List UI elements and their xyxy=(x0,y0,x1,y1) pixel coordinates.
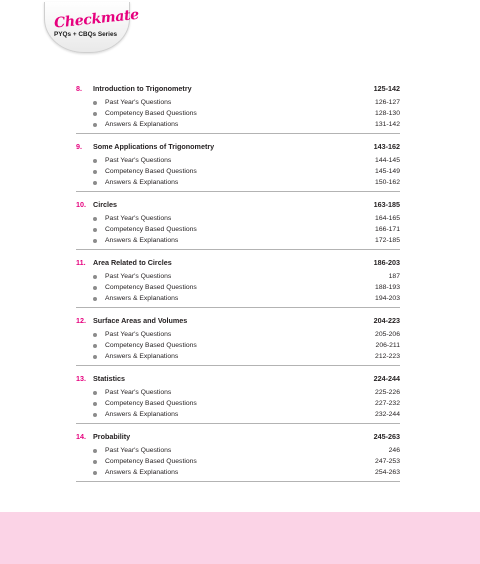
item-pages: 131-142 xyxy=(375,121,400,128)
chapter-heading xyxy=(76,430,400,442)
footer-band xyxy=(0,512,480,564)
bullet-icon xyxy=(93,402,97,406)
item-label: Competency Based Questions xyxy=(105,458,197,465)
item-pages: 126-127 xyxy=(375,99,400,106)
bullet-icon xyxy=(93,333,97,337)
chapter-pages: 204-223 xyxy=(373,315,400,325)
bullet-icon xyxy=(93,239,97,243)
toc-item xyxy=(76,97,400,108)
toc-item xyxy=(76,235,400,246)
item-label: Answers & Explanations xyxy=(105,179,179,186)
chapter-heading xyxy=(76,140,400,152)
toc-item xyxy=(76,340,400,351)
toc-item xyxy=(76,445,400,456)
item-label: Answers & Explanations xyxy=(105,237,179,244)
item-pages: 145-149 xyxy=(375,168,400,175)
bullet-icon xyxy=(93,344,97,348)
chapter-title: Circles xyxy=(93,199,117,209)
item-pages: 187 xyxy=(388,273,400,280)
table-of-contents xyxy=(76,82,400,488)
item-label: Past Year's Questions xyxy=(105,331,172,338)
toc-item xyxy=(76,467,400,478)
toc-chapter xyxy=(76,198,400,250)
toc-chapter xyxy=(76,82,400,134)
toc-item xyxy=(76,177,400,188)
item-label: Competency Based Questions xyxy=(105,226,197,233)
item-pages: 194-203 xyxy=(375,295,400,302)
item-label: Competency Based Questions xyxy=(105,110,197,117)
chapter-title: Introduction to Trigonometry xyxy=(93,83,192,93)
chapter-number: 8. xyxy=(76,83,82,93)
item-label: Answers & Explanations xyxy=(105,469,179,476)
item-label: Competency Based Questions xyxy=(105,168,197,175)
item-pages: 232-244 xyxy=(375,411,400,418)
bullet-icon xyxy=(93,413,97,417)
toc-item xyxy=(76,387,400,398)
chapter-title: Statistics xyxy=(93,373,125,383)
chapter-title: Some Applications of Trigonometry xyxy=(93,141,215,151)
bullet-icon xyxy=(93,159,97,163)
chapter-pages: 186-203 xyxy=(373,257,400,267)
chapter-heading xyxy=(76,314,400,326)
item-pages: 206-211 xyxy=(375,342,400,349)
bullet-icon xyxy=(93,391,97,395)
chapter-pages: 125-142 xyxy=(373,83,400,93)
item-label: Competency Based Questions xyxy=(105,400,197,407)
bullet-icon xyxy=(93,123,97,127)
bullet-icon xyxy=(93,286,97,290)
item-label: Past Year's Questions xyxy=(105,215,172,222)
chapter-heading xyxy=(76,372,400,384)
item-pages: 212-223 xyxy=(375,353,400,360)
chapter-number: 12. xyxy=(76,315,86,325)
toc-item xyxy=(76,108,400,119)
chapter-heading xyxy=(76,198,400,210)
toc-chapter xyxy=(76,314,400,366)
item-label: Past Year's Questions xyxy=(105,447,172,454)
chapter-pages: 245-263 xyxy=(373,431,400,441)
chapter-number: 14. xyxy=(76,431,86,441)
toc-item xyxy=(76,213,400,224)
item-label: Answers & Explanations xyxy=(105,121,179,128)
chapter-title: Probability xyxy=(93,431,131,441)
item-pages: 225-226 xyxy=(375,389,400,396)
toc-item xyxy=(76,224,400,235)
item-label: Answers & Explanations xyxy=(105,295,179,302)
item-label: Competency Based Questions xyxy=(105,342,197,349)
bullet-icon xyxy=(93,471,97,475)
toc-item xyxy=(76,351,400,362)
toc-chapter xyxy=(76,430,400,482)
bullet-icon xyxy=(93,297,97,301)
toc-item xyxy=(76,119,400,130)
logo-subtitle: PYQs + CBQs Series xyxy=(54,31,118,38)
bullet-icon xyxy=(93,170,97,174)
toc-item xyxy=(76,398,400,409)
toc-chapter xyxy=(76,372,400,424)
item-pages: 227-232 xyxy=(375,400,400,407)
item-pages: 144-145 xyxy=(375,157,400,164)
toc-item xyxy=(76,271,400,282)
bullet-icon xyxy=(93,101,97,105)
item-pages: 246 xyxy=(388,447,400,454)
toc-item xyxy=(76,155,400,166)
toc-item xyxy=(76,329,400,340)
toc-chapter xyxy=(76,256,400,308)
chapter-pages: 163-185 xyxy=(373,199,400,209)
item-pages: 247-253 xyxy=(375,458,400,465)
item-label: Competency Based Questions xyxy=(105,284,197,291)
bullet-icon xyxy=(93,460,97,464)
bullet-icon xyxy=(93,228,97,232)
chapter-number: 13. xyxy=(76,373,86,383)
chapter-pages: 224-244 xyxy=(373,373,400,383)
item-pages: 128-130 xyxy=(375,110,400,117)
series-logo xyxy=(44,2,140,52)
item-label: Answers & Explanations xyxy=(105,411,179,418)
chapter-number: 9. xyxy=(76,141,82,151)
item-label: Past Year's Questions xyxy=(105,273,172,280)
item-pages: 188-193 xyxy=(375,284,400,291)
chapter-number: 10. xyxy=(76,199,86,209)
toc-item xyxy=(76,456,400,467)
item-pages: 254-263 xyxy=(375,469,400,476)
item-pages: 166-171 xyxy=(375,226,400,233)
item-pages: 172-185 xyxy=(375,237,400,244)
chapter-title: Surface Areas and Volumes xyxy=(93,315,188,325)
toc-chapter xyxy=(76,140,400,192)
toc-item xyxy=(76,282,400,293)
chapter-heading xyxy=(76,82,400,94)
logo-title: Checkmate xyxy=(53,6,140,32)
bullet-icon xyxy=(93,449,97,453)
item-pages: 150-162 xyxy=(375,179,400,186)
chapter-title: Area Related to Circles xyxy=(93,257,172,267)
bullet-icon xyxy=(93,181,97,185)
item-pages: 205-206 xyxy=(375,331,400,338)
item-label: Past Year's Questions xyxy=(105,99,172,106)
bullet-icon xyxy=(93,112,97,116)
item-label: Answers & Explanations xyxy=(105,353,179,360)
toc-item xyxy=(76,293,400,304)
bullet-icon xyxy=(93,355,97,359)
bullet-icon xyxy=(93,275,97,279)
chapter-number: 11. xyxy=(76,257,86,267)
item-label: Past Year's Questions xyxy=(105,157,172,164)
chapter-heading xyxy=(76,256,400,268)
item-pages: 164-165 xyxy=(375,215,400,222)
toc-item xyxy=(76,166,400,177)
item-label: Past Year's Questions xyxy=(105,389,172,396)
bullet-icon xyxy=(93,217,97,221)
toc-item xyxy=(76,409,400,420)
chapter-pages: 143-162 xyxy=(373,141,400,151)
